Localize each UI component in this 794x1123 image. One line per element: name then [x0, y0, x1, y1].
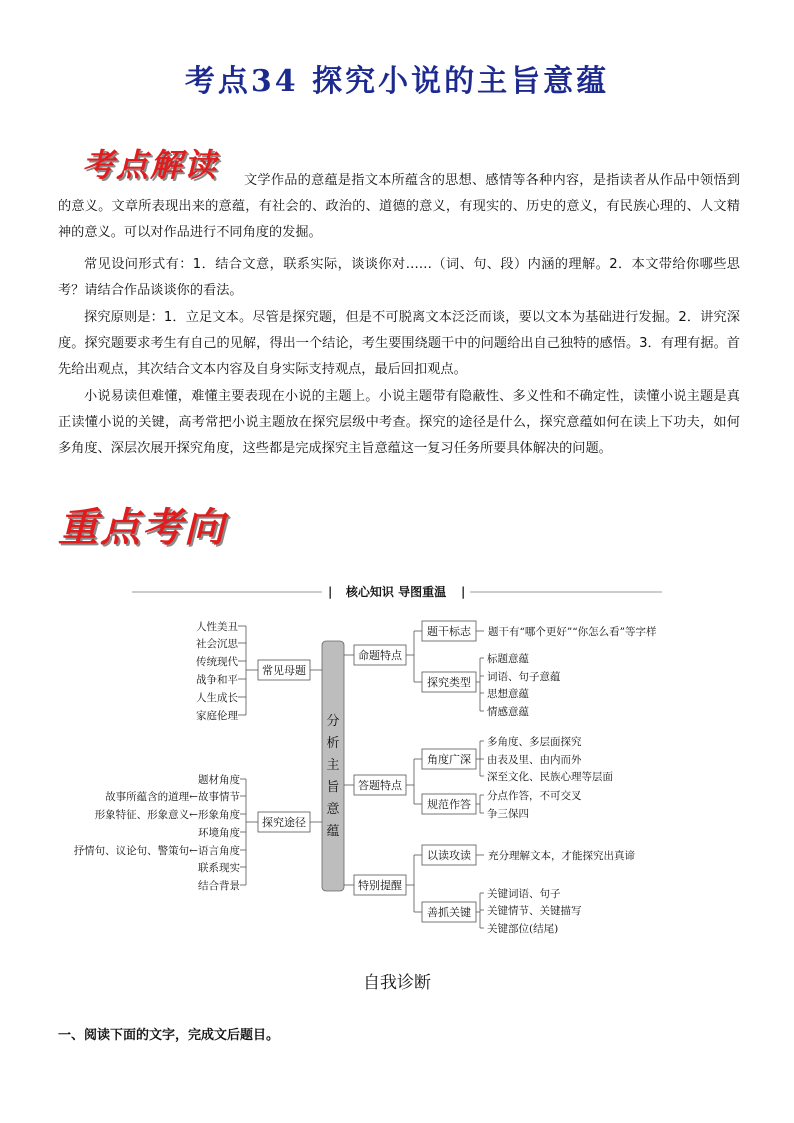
center-char: 分	[326, 714, 340, 729]
key-item: 关键词语、句子	[487, 888, 561, 900]
center-char: 析	[326, 736, 340, 751]
stem-marker-text: 题干有“哪个更好”“你怎么看”等字样	[488, 626, 657, 638]
path-item: 抒情句、议论句、警策句←语言角度	[73, 845, 240, 857]
question-forms-paragraph: 常见设问形式有：1．结合文意，联系实际，谈谈你对……（词、句、段）内涵的理解。2．本文带给你哪些思考？请结合作品谈谈你的看法。	[58, 257, 740, 299]
path-item: 结合背景	[198, 880, 240, 892]
common-motifs-label: 常见母题	[262, 664, 306, 677]
key-label: 善抓关键	[427, 906, 471, 919]
center-char: 蕴	[326, 824, 340, 839]
features-label: 命题特点	[358, 649, 402, 662]
center-char: 主	[326, 758, 340, 773]
reminder-label: 特别提醒	[358, 879, 402, 892]
summary-paragraph: 小说易读但难懂，难懂主要表现在小说的主题上。小说主题带有隐蔽性、多义性和不确定性，读懂小说主题是真正读懂小说的关键，高考常把小说主题放在探究层级中考查。探究的途径是什么，探究意蕴如何在读上下功夫，如何多角度、深层次展开探究角度，这些都是完成探究主旨意蕴这一复习任务所要具体解决的问题。	[58, 389, 740, 457]
motif-item: 人生成长	[196, 692, 238, 704]
path-item: 故事所蕴含的道理←故事情节	[105, 791, 240, 803]
norm-item: 争三保四	[487, 808, 529, 820]
motif-item: 战争和平	[196, 674, 238, 686]
key-focus-banner: 重点考向	[58, 504, 226, 551]
breadth-item: 多角度、多层面探究	[487, 736, 582, 748]
path-item: 环境角度	[198, 827, 240, 839]
path-item: 形象特征、形象意义←形象角度	[94, 809, 240, 821]
key-item: 关键情节、关键描写	[487, 905, 582, 917]
motif-item: 家庭伦理	[196, 710, 238, 722]
center-char: 旨	[326, 780, 340, 795]
page-title: 考点34 探究小说的主旨意蕴	[184, 64, 610, 99]
paths-label: 探究途径	[262, 816, 306, 829]
explore-type-item: 思想意蕴	[487, 688, 529, 700]
answer-label: 答题特点	[358, 779, 402, 792]
svg-text:|: |	[328, 585, 333, 599]
principles-paragraph: 探究原则是：1．立足文本。尽管是探究题，但是不可脱离文本泛泛而谈，要以文本为基础进行发掘。2．讲究深度。探究题要求考生有自己的见解，得出一个结论，考生要围绕题干中的问题给出自己独特的感悟。3．有理有据。首先给出观点，其次结合文本内容及自身实际支持观点，最后回扣观点。	[58, 310, 740, 378]
path-item: 联系现实	[198, 862, 240, 874]
self-check-heading: 自我诊断	[363, 973, 431, 993]
read-text: 充分理解文本，才能探究出真谛	[488, 850, 635, 862]
norm-label: 规范作答	[427, 798, 471, 811]
motif-item: 传统现代	[196, 656, 238, 668]
explore-type-item: 情感意蕴	[487, 706, 529, 718]
svg-text:|: |	[461, 585, 466, 599]
exam-interpretation-banner: 考点解读	[82, 146, 219, 184]
breadth-item: 由表及里、由内而外	[487, 754, 582, 766]
explore-type-item: 词语、句子意蕴	[487, 671, 561, 683]
explore-type-item: 标题意蕴	[487, 653, 529, 665]
breadth-item: 深至文化、民族心理等层面	[487, 771, 613, 783]
key-item: 关键部位(结尾)	[487, 923, 559, 935]
motif-item: 社会沉思	[196, 638, 238, 650]
diagram-header: 核心知识 导图重温	[345, 585, 447, 599]
intro-paragraph: 文学作品的意蕴是指文本所蕴含的思想、感情等各种内容，是指读者从作品中领悟到的意义。文章所表现出来的意蕴，有社会的、政治的、道德的意义，有现实的、历史的意义，有民族心理的、人文精神的意义。可以对作品进行不同角度的发掘。	[58, 173, 740, 241]
breadth-label: 角度广深	[427, 753, 471, 766]
mind-map-diagram	[0, 575, 794, 939]
question-intro: 一、阅读下面的文字，完成文后题目。	[58, 1028, 280, 1043]
norm-item: 分点作答，不可交叉	[487, 790, 582, 802]
path-item: 题材角度	[198, 774, 240, 786]
stem-marker-label: 题干标志	[427, 625, 471, 638]
center-char: 意	[326, 802, 340, 817]
read-label: 以读攻读	[427, 849, 471, 862]
motif-item: 人性美丑	[196, 621, 238, 633]
explore-types-label: 探究类型	[427, 676, 471, 689]
